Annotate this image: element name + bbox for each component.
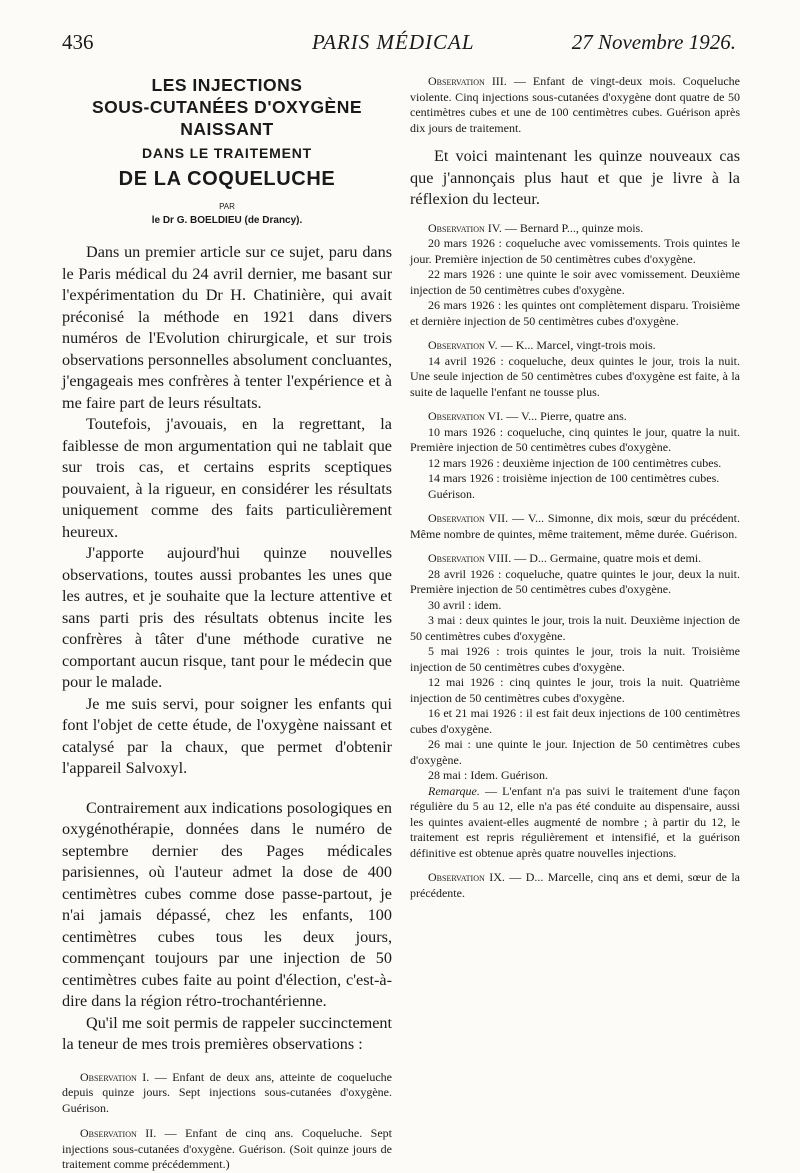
observation-head: Observation II. (80, 1126, 157, 1140)
observation (410, 870, 740, 901)
byline-par: PAR (219, 202, 235, 211)
observation (410, 338, 740, 354)
observation-head: Observation VI. (428, 409, 504, 423)
observation (410, 409, 740, 425)
observation-line: 10 mars 1926 : coqueluche, cinq quintes le jour, quatre la nuit. Première injection de 50 centimètres cubes d'oxygène. (410, 424, 740, 454)
observation-head: Observation IV. (428, 220, 502, 235)
intro-paragraph (410, 146, 740, 211)
observation-text: — Bernard P..., quinze mois. (501, 220, 644, 235)
paragraph: Toutefois, j'avouais, en la regrettant, la faiblesse de mon argumentation qui ne tablait que sur trois cas, et certains esprits sceptiques pouvaient, à la rigueur, en considérer les résultats uniquement comme des faits particulièrement heureux. (62, 415, 392, 541)
journal-title: PARIS MÉDICAL (312, 30, 475, 54)
observation-text: — Enfant de vingt-deux mois. Coqueluche violente. Cinq injections sous-cutanées d'oxygène dont quatre de 50 centimètres cubes et une de 100 centimètres cubes. Guérison après dix jours de traitement. (410, 74, 740, 135)
observation-text: — K... Marcel, vingt-trois mois. (497, 338, 656, 352)
observation (410, 511, 740, 542)
article-title-line3: NAISSANT (180, 119, 274, 139)
observation-line: 16 et 21 mai 1926 : il est fait deux injections de 100 centimètres cubes d'oxygène. (410, 706, 740, 736)
paragraph: Et voici maintenant les quinze nouveaux cas que j'annonçais plus haut et que je livre à la réflexion du lecteur. (410, 147, 740, 208)
observation-line: 28 avril 1926 : coqueluche, quatre quintes le jour, deux la nuit. Première injection de 50 centimètres cubes d'oxygène. (410, 566, 740, 596)
observation-3 (410, 74, 740, 136)
page-number: 436 (62, 30, 94, 54)
observation (410, 74, 740, 136)
observation-line: 14 avril 1926 : coqueluche, deux quintes le jour, trois la nuit. Une seule injection de 50 centimètres cubes d'oxygène est faite, à la suite de laquelle l'enfant ne tousse plus. (410, 353, 740, 399)
observation-line: 3 mai : deux quintes le jour, trois la nuit. Deuxième injection de 50 centimètres cubes d'oxygène. (410, 613, 740, 643)
article-title-line2: SOUS-CUTANÉES D'OXYGÈNE (91, 97, 363, 117)
observation-text: — D... Germaine, quatre mois et demi. (511, 551, 702, 565)
observation-head: Observation III. (428, 74, 507, 88)
observation-line: 12 mai 1926 : cinq quintes le jour, trois la nuit. Quatrième injection de 50 centimètres cubes d'oxygène. (410, 675, 740, 705)
observation (410, 221, 740, 237)
observation-head: Observation IX. (428, 870, 505, 884)
observation-text: — V... Pierre, quatre ans. (503, 409, 627, 423)
observation-line: 20 mars 1926 : coqueluche avec vomissements. Trois quintes le jour. Première injection de 50 centimètres cubes d'oxygène. (410, 236, 740, 266)
paragraph: Dans un premier article sur ce sujet, paru dans le Paris médical du 24 avril dernier, me basant sur l'expérimentation du Dr H. Chatinière, qui avait préconisé la méthode en 1921 dans divers numéros de l'Evolution chirurgicale, et sur trois observations personnelles absolument concluantes, j'engageais mes confrères à tenter l'expérience et à me faire part de leurs résultats. (62, 243, 392, 412)
remark (410, 784, 740, 862)
observation-line: 22 mars 1926 : une quinte le soir avec vomissement. Deuxième injection de 50 centimètres cubes d'oxygène. (410, 267, 740, 297)
observation-line: 14 mars 1926 : troisième injection de 100 centimètres cubes. (428, 471, 720, 485)
article-title-line1: LES INJECTIONS (151, 75, 303, 95)
page-header (62, 30, 736, 64)
author: le Dr G. BOELDIEU (de Drancy). (151, 215, 303, 226)
issue-date: 27 Novembre 1926. (571, 30, 736, 54)
observation (410, 551, 740, 567)
observations-right (410, 221, 740, 902)
observation-line: Guérison. (428, 486, 475, 501)
observation-line: 28 mai : Idem. Guérison. (428, 768, 548, 782)
observations-left (62, 1070, 392, 1173)
observation-line: 12 mars 1926 : deuxième injection de 100 centimètres cubes. (428, 455, 722, 470)
right-column (410, 74, 740, 901)
paragraph: Contrairement aux indications posologiques en oxygénothérapie, données dans le numéro de septembre dernier des Pages médicales parisiennes, où l'auteur admet la dose de 400 centimètres cubes comme dose passe-partout, je n'ai jamais dépassé, chez les enfants, 100 centimètres cubes tous les deux jours, commençant toujours par une injection de 50 centimètres cubes faite au point d'élection, c'est-à-dire dans la région rétro-trochantérienne. (62, 798, 392, 1010)
paragraph: Je me suis servi, pour soigner les enfants qui font l'objet de cette étude, de l'oxygène naissant et catalysé par la chaux, que permet d'obtenir l'appareil Salvoxyl. (62, 694, 392, 777)
observation-text: — V... Simonne, dix mois, sœur du précédent. Même nombre de quintes, même traitement, même durée. Guérison. (410, 511, 740, 541)
observation-text: — D... Marcelle, cinq ans et demi, sœur de la précédente. (410, 870, 740, 900)
left-column (62, 74, 392, 1173)
remark-label: Remarque. (428, 783, 480, 798)
remark-text: — L'enfant n'a pas suivi le traitement d'une façon régulière du 5 au 12, elle n'a pas été conduite au dispensaire, aussi les quintes avaient-elles augmenté de nombre ; à partir du 12, le traitement est repris régulièrement et intensifié, et la guérison définitive est obtenue après quatre nouvelles injections. (410, 783, 740, 860)
observation-text: — Enfant de cinq ans. Coqueluche. Sept injections sous-cutanées d'oxygène. Guérison. (Soit quinze jours de traitement comme précédemment.) (62, 1126, 392, 1171)
article-title-line4: DANS LE TRAITEMENT (142, 145, 312, 161)
paragraph: Qu'il me soit permis de rappeler succinctement la teneur de mes trois premières observations : (62, 1013, 392, 1053)
article-title-line5: DE LA COQUELUCHE (118, 168, 336, 190)
article-body (62, 242, 392, 1056)
observation-head: Observation VII. (428, 511, 509, 525)
observation-text: — Enfant de deux ans, atteinte de coqueluche depuis quinze jours. Sept injections sous-cutanées d'oxygène. Guérison. (62, 1069, 392, 1115)
observation-head: Observation I. (80, 1069, 150, 1084)
observation-line: 5 mai 1926 : trois quintes le jour, trois la nuit. Troisième injection de 50 centimètres cubes d'oxygène. (410, 644, 740, 674)
observation-line: 26 mars 1926 : les quintes ont complètement disparu. Troisième et dernière injection de 50 centimètres cubes d'oxygène. (410, 298, 740, 328)
observation-head: Observation VIII. (428, 551, 512, 565)
observation (62, 1070, 392, 1117)
observation-line: 30 avril : idem. (428, 597, 502, 612)
observation (62, 1126, 392, 1173)
observation-head: Observation V. (428, 338, 498, 352)
paragraph: J'apporte aujourd'hui quinze nouvelles observations, toutes aussi probantes les unes que les autres, et je souhaite que la lecture attentive et sans parti pris des résultats obtenus incite les confrères à tâter d'une méthode curative ne comportant aucun risque, tant pour le médecin que pour le malade. (62, 544, 392, 691)
observation-line: 26 mai : une quinte le jour. Injection de 50 centimètres cubes d'oxygène. (410, 737, 740, 767)
